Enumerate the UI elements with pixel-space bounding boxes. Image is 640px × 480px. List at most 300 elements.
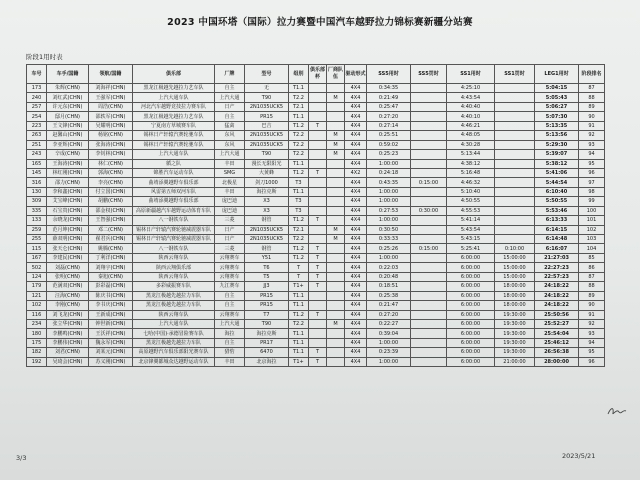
table-cell: 艾宝峰(CHN) bbox=[47, 197, 89, 206]
table-cell: 0:59:02 bbox=[367, 140, 411, 149]
stage-label: 阶段1用时表 bbox=[26, 53, 63, 61]
table-cell: 李亮(CHN) bbox=[89, 178, 133, 187]
table-cell: 0:39:04 bbox=[367, 329, 411, 338]
document-date: 2023/5/21 bbox=[562, 452, 596, 460]
table-cell: 八一钢铁车队 bbox=[133, 244, 215, 253]
table-cell: 北京海拉 bbox=[245, 357, 289, 366]
table-cell: 19:30:00 bbox=[495, 319, 535, 328]
table-cell: 李刚(CHN) bbox=[47, 301, 89, 310]
table-cell: T bbox=[309, 263, 327, 272]
table-cell: 4:50:55 bbox=[447, 197, 495, 206]
table-cell: 4X4 bbox=[345, 338, 367, 347]
table-cell: 254 bbox=[27, 112, 47, 121]
table-cell bbox=[327, 121, 345, 130]
table-cell: 99 bbox=[579, 197, 605, 206]
table-cell: 自主 bbox=[215, 338, 245, 347]
table-row bbox=[27, 131, 605, 140]
table-cell: T5 bbox=[245, 272, 289, 281]
table-cell bbox=[309, 187, 327, 196]
table-cell: 263 bbox=[27, 131, 47, 140]
table-cell: 4:40:40 bbox=[447, 102, 495, 111]
table-cell: T1.2 bbox=[289, 310, 309, 319]
table-cell: 黑龙江极越先越拉力艺车队 bbox=[133, 84, 215, 93]
table-cell: 2N1035UCK5 bbox=[245, 235, 289, 244]
table-cell bbox=[495, 159, 535, 168]
table-cell bbox=[327, 263, 345, 272]
table-cell: 4X4 bbox=[345, 263, 367, 272]
table-cell: 张天仑(CHN) bbox=[47, 244, 89, 253]
table-cell: 25:54:04 bbox=[535, 329, 579, 338]
table-cell: 6:00:00 bbox=[447, 301, 495, 310]
table-row bbox=[27, 140, 605, 149]
table-cell: T bbox=[309, 168, 327, 177]
table-cell: 0:25:23 bbox=[367, 150, 411, 159]
column-header: SS5罚时 bbox=[411, 65, 447, 84]
table-cell: 循之队 bbox=[133, 159, 215, 168]
column-header: LEG1用时 bbox=[535, 65, 579, 84]
table-cell: 316 bbox=[27, 178, 47, 187]
table-row bbox=[27, 291, 605, 300]
table-cell: T90 bbox=[245, 150, 289, 159]
table-cell: 刘海祥(CHN) bbox=[89, 84, 133, 93]
table-cell: 251 bbox=[27, 140, 47, 149]
table-cell bbox=[327, 338, 345, 347]
table-cell: 309 bbox=[27, 197, 47, 206]
table-cell bbox=[327, 84, 345, 93]
table-cell: 陕西云翔俱乐部 bbox=[133, 263, 215, 272]
table-cell: 96 bbox=[579, 168, 605, 177]
table-cell: 104 bbox=[579, 244, 605, 253]
table-cell: 丰田 bbox=[215, 357, 245, 366]
table-cell: 巴吉 bbox=[245, 121, 289, 130]
table-cell: 邵力(CHN) bbox=[47, 178, 89, 187]
table-row bbox=[27, 244, 605, 253]
table-cell: 95 bbox=[579, 159, 605, 168]
table-cell: 4:46:21 bbox=[447, 121, 495, 130]
table-cell bbox=[309, 150, 327, 159]
table-cell: 94 bbox=[579, 338, 605, 347]
table-cell: 云翔赛车 bbox=[215, 263, 245, 272]
table-cell: 4X4 bbox=[345, 310, 367, 319]
table-cell bbox=[495, 206, 535, 215]
table-cell: 锡林日产轩辕汽赛轮驰减震器车队 bbox=[133, 235, 215, 244]
table-cell: 0:22:27 bbox=[367, 319, 411, 328]
table-cell: 85 bbox=[579, 253, 605, 262]
table-cell: 18:00:00 bbox=[495, 291, 535, 300]
table-cell bbox=[411, 216, 447, 225]
table-cell: T bbox=[309, 216, 327, 225]
table-row bbox=[27, 338, 605, 347]
table-cell: 陈庆书(CHN) bbox=[89, 291, 133, 300]
table-cell: 0:15:00 bbox=[411, 178, 447, 187]
table-cell: T3 bbox=[289, 197, 309, 206]
table-cell: 猎豹 bbox=[215, 348, 245, 357]
table-cell: 4X4 bbox=[345, 178, 367, 187]
table-cell bbox=[495, 121, 535, 130]
table-cell: 陕西云翔车队 bbox=[133, 253, 215, 262]
table-cell: 4X4 bbox=[345, 159, 367, 168]
table-cell: 0:30:50 bbox=[367, 225, 411, 234]
table-cell: T1+ bbox=[289, 357, 309, 366]
table-cell: T3 bbox=[289, 178, 309, 187]
table-cell bbox=[309, 338, 327, 347]
results-table bbox=[26, 64, 605, 367]
table-cell: 4X4 bbox=[345, 319, 367, 328]
table-cell bbox=[411, 235, 447, 244]
table-cell bbox=[309, 93, 327, 102]
table-cell: 海拉克斯 bbox=[245, 329, 289, 338]
table-row bbox=[27, 310, 605, 319]
table-cell: 259 bbox=[27, 225, 47, 234]
table-cell bbox=[411, 112, 447, 121]
table-cell bbox=[411, 197, 447, 206]
table-cell: 15:00:00 bbox=[495, 263, 535, 272]
table-cell bbox=[327, 272, 345, 281]
table-cell: 林红刚(CHN) bbox=[47, 168, 89, 177]
table-cell: 28:00:00 bbox=[535, 357, 579, 366]
table-cell: 0:27:14 bbox=[367, 121, 411, 130]
table-cell: 0:24:18 bbox=[367, 168, 411, 177]
table-cell: 黑龙江极越先越拉力艺车队 bbox=[133, 112, 215, 121]
table-cell bbox=[411, 310, 447, 319]
table-cell: 93 bbox=[579, 329, 605, 338]
table-cell: 大黄蜂 bbox=[245, 168, 289, 177]
table-cell: 6:16:07 bbox=[535, 244, 579, 253]
table-cell: 上汽大通 bbox=[215, 150, 245, 159]
table-cell: 6:00:00 bbox=[447, 272, 495, 281]
column-header: 俱乐部 bbox=[133, 65, 215, 84]
table-cell: 243 bbox=[27, 150, 47, 159]
table-cell: 90 bbox=[579, 301, 605, 310]
table-cell: 翟君兵(CHN) bbox=[89, 235, 133, 244]
table-cell: 6:00:00 bbox=[447, 282, 495, 291]
table-cell: 4X4 bbox=[345, 121, 367, 130]
table-cell bbox=[411, 93, 447, 102]
table-cell: 133 bbox=[27, 216, 47, 225]
table-cell: 王海涛(CHN) bbox=[47, 159, 89, 168]
table-cell: SMG bbox=[215, 168, 245, 177]
table-row bbox=[27, 272, 605, 281]
table-cell bbox=[309, 235, 327, 244]
table-cell: T1.2 bbox=[289, 121, 309, 130]
table-cell: 海拉 bbox=[215, 329, 245, 338]
table-cell: 自主 bbox=[215, 84, 245, 93]
table-cell: 石宝贵(CHN) bbox=[47, 206, 89, 215]
table-row bbox=[27, 319, 605, 328]
table-cell: T2.2 bbox=[289, 319, 309, 328]
table-cell: 121 bbox=[27, 291, 47, 300]
table-cell: T1.1 bbox=[289, 348, 309, 357]
table-cell: T bbox=[309, 272, 327, 281]
table-cell: 167 bbox=[27, 253, 47, 262]
table-cell: 张立华(CHN) bbox=[47, 319, 89, 328]
table-cell: 2N1035UCK5 bbox=[245, 131, 289, 140]
table-cell bbox=[309, 84, 327, 93]
table-cell: T bbox=[309, 253, 327, 262]
table-cell: 上汽大通 bbox=[215, 319, 245, 328]
column-header: 组别 bbox=[289, 65, 309, 84]
table-cell bbox=[309, 159, 327, 168]
table-cell: 0:18:51 bbox=[367, 282, 411, 291]
table-cell: 猛禽 bbox=[215, 121, 245, 130]
table-cell: 96 bbox=[579, 357, 605, 366]
table-cell: PR15 bbox=[245, 112, 289, 121]
table-cell bbox=[309, 301, 327, 310]
table-cell: 5:04:15 bbox=[535, 84, 579, 93]
table-cell: 4X4 bbox=[345, 301, 367, 310]
column-header: SS5用时 bbox=[367, 65, 411, 84]
table-cell: 自主 bbox=[215, 301, 245, 310]
table-cell: 173 bbox=[27, 84, 47, 93]
table-cell: 锡林日产轩辕汽赛轮驰车队 bbox=[133, 131, 215, 140]
table-cell: 4:55:53 bbox=[447, 206, 495, 215]
table-cell: 15:00:00 bbox=[495, 253, 535, 262]
table-cell: 88 bbox=[579, 282, 605, 291]
table-cell: 175 bbox=[27, 338, 47, 347]
table-cell: 18:00:00 bbox=[495, 301, 535, 310]
table-cell: 自主 bbox=[215, 291, 245, 300]
table-cell: 九江赛车 bbox=[215, 282, 245, 291]
table-cell: 上汽大通车队 bbox=[133, 319, 215, 328]
table-cell: M bbox=[327, 150, 345, 159]
column-header: 厂商队伍 bbox=[327, 65, 345, 84]
table-cell: 21:27:03 bbox=[535, 253, 579, 262]
table-cell: T2.2 bbox=[289, 150, 309, 159]
table-cell: 22:27:23 bbox=[535, 263, 579, 272]
table-cell: 4:25:10 bbox=[447, 84, 495, 93]
table-cell: 4X4 bbox=[345, 244, 367, 253]
table-cell: 5:43:15 bbox=[447, 235, 495, 244]
table-cell: 自主 bbox=[215, 112, 245, 121]
table-cell: 李和鑫(CHN) bbox=[47, 187, 89, 196]
table-cell: 0:25:47 bbox=[367, 102, 411, 111]
table-cell: 5:13:44 bbox=[447, 150, 495, 159]
table-cell: 4X4 bbox=[345, 235, 367, 244]
table-cell: 5:41:14 bbox=[447, 216, 495, 225]
table-cell bbox=[327, 348, 345, 357]
table-cell: 6:00:00 bbox=[447, 338, 495, 347]
table-cell: M bbox=[327, 140, 345, 149]
table-cell: 4X4 bbox=[345, 131, 367, 140]
table-cell: 19:30:00 bbox=[495, 329, 535, 338]
table-cell: 2N1035UCK5 bbox=[245, 225, 289, 234]
table-cell: 李鹏伟(CHN) bbox=[47, 338, 89, 347]
table-cell: 24:18:22 bbox=[535, 282, 579, 291]
table-cell: 0:43:35 bbox=[367, 178, 411, 187]
table-cell bbox=[309, 329, 327, 338]
table-cell: 0:25:38 bbox=[367, 291, 411, 300]
table-cell: T1.1 bbox=[289, 338, 309, 347]
table-cell bbox=[411, 168, 447, 177]
table-cell: T2.1 bbox=[289, 102, 309, 111]
table-cell: 周浩(CHN) bbox=[89, 102, 133, 111]
table-body bbox=[27, 84, 605, 367]
table-cell: 5:44:54 bbox=[535, 178, 579, 187]
table-cell: 东风 bbox=[215, 140, 245, 149]
column-header: 车号 bbox=[27, 65, 47, 84]
table-cell: 89 bbox=[579, 291, 605, 300]
table-cell: 4X4 bbox=[345, 206, 367, 215]
table-cell: 邸月(CHN) bbox=[47, 112, 89, 121]
table-cell bbox=[309, 291, 327, 300]
table-cell: PR15 bbox=[245, 291, 289, 300]
column-header: 驱动形式 bbox=[345, 65, 367, 84]
table-cell: 八一钢铁车队 bbox=[133, 216, 215, 225]
table-cell: 257 bbox=[27, 102, 47, 111]
table-cell bbox=[309, 225, 327, 234]
table-cell: 姚腾(CHN) bbox=[89, 244, 133, 253]
table-cell: 0:27:20 bbox=[367, 310, 411, 319]
table-cell: 103 bbox=[579, 235, 605, 244]
table-cell: 4X4 bbox=[345, 150, 367, 159]
table-row bbox=[27, 225, 605, 234]
table-cell: T bbox=[309, 357, 327, 366]
table-cell bbox=[411, 187, 447, 196]
table-cell: 5:53:46 bbox=[535, 206, 579, 215]
table-cell: 6:10:40 bbox=[535, 187, 579, 196]
table-cell: 0:25:51 bbox=[367, 131, 411, 140]
table-cell: 陕西云翔车队 bbox=[133, 310, 215, 319]
table-cell: 124 bbox=[27, 272, 47, 281]
table-cell: 刘红武(CHN) bbox=[47, 93, 89, 102]
table-cell: X3 bbox=[245, 197, 289, 206]
table-cell bbox=[309, 178, 327, 187]
table-cell: 东风 bbox=[215, 131, 245, 140]
table-cell: 王新成(CHN) bbox=[89, 310, 133, 319]
table-cell: 陕西云翔车队 bbox=[133, 272, 215, 281]
table-row bbox=[27, 159, 605, 168]
table-cell: 钟世新(CHN) bbox=[89, 319, 133, 328]
table-cell: 4X4 bbox=[345, 102, 367, 111]
table-row bbox=[27, 348, 605, 357]
table-cell: 郭海(CHN) bbox=[89, 168, 133, 177]
table-cell: 4:43:54 bbox=[447, 93, 495, 102]
table-cell bbox=[411, 140, 447, 149]
table-cell: 21:00:00 bbox=[495, 357, 535, 366]
table-cell: 4X4 bbox=[345, 329, 367, 338]
column-header: SS1罚时 bbox=[495, 65, 535, 84]
table-cell: 范满双(CHN) bbox=[47, 282, 89, 291]
table-cell: 6:14:48 bbox=[535, 235, 579, 244]
table-cell: T90 bbox=[245, 319, 289, 328]
table-cell: 5:41:06 bbox=[535, 168, 579, 177]
table-cell: 日产 bbox=[215, 235, 245, 244]
table-cell: 240 bbox=[27, 93, 47, 102]
table-cell: 曲靖添翼越野车俱乐部 bbox=[133, 178, 215, 187]
table-cell: 锡林日产轩辕汽赛轮驰减震器车队 bbox=[133, 225, 215, 234]
table-cell: 179 bbox=[27, 282, 47, 291]
table-cell bbox=[495, 84, 535, 93]
table-cell: 0:27:53 bbox=[367, 206, 411, 215]
table-cell: 97 bbox=[579, 178, 605, 187]
table-cell: M bbox=[327, 319, 345, 328]
table-cell bbox=[327, 206, 345, 215]
table-cell: 87 bbox=[579, 84, 605, 93]
table-cell: 6:00:00 bbox=[447, 310, 495, 319]
table-cell: T1.2 bbox=[289, 216, 309, 225]
table-cell: 云翔赛车 bbox=[215, 272, 245, 281]
table-cell: 日产 bbox=[215, 102, 245, 111]
table-cell bbox=[495, 131, 535, 140]
table-cell bbox=[495, 235, 535, 244]
table-cell bbox=[327, 357, 345, 366]
table-cell: 4X4 bbox=[345, 282, 367, 291]
table-cell: 5:16:48 bbox=[447, 168, 495, 177]
table-cell: 刘磊(CHN) bbox=[47, 263, 89, 272]
table-cell: 日产 bbox=[215, 225, 245, 234]
table-cell: 李鹏鸣(CHN) bbox=[47, 329, 89, 338]
table-cell: 北京锋翼都城众达越野运动车队 bbox=[133, 357, 215, 366]
table-cell: 0:22:03 bbox=[367, 263, 411, 272]
table-cell: X3 bbox=[245, 206, 289, 215]
table-cell: 庞巴迪 bbox=[215, 197, 245, 206]
table-cell: T7 bbox=[245, 310, 289, 319]
table-cell: 三菱 bbox=[215, 244, 245, 253]
table-cell: 223 bbox=[27, 121, 47, 130]
table-cell: 风雷第五师双河车队 bbox=[133, 187, 215, 196]
table-cell: 4X4 bbox=[345, 348, 367, 357]
table-cell bbox=[411, 131, 447, 140]
table-cell: 5:38:12 bbox=[535, 159, 579, 168]
table-row bbox=[27, 84, 605, 93]
table-cell: 5:25:41 bbox=[447, 244, 495, 253]
table-cell bbox=[495, 140, 535, 149]
table-cell: M bbox=[327, 93, 345, 102]
table-cell: 26:56:38 bbox=[535, 348, 579, 357]
table-cell: 0:27:20 bbox=[367, 112, 411, 121]
table-row bbox=[27, 301, 605, 310]
table-cell: 91 bbox=[579, 121, 605, 130]
table-row bbox=[27, 121, 605, 130]
table-cell: 4X4 bbox=[345, 291, 367, 300]
table-cell bbox=[495, 178, 535, 187]
table-cell: 94 bbox=[579, 150, 605, 159]
table-cell: T1.2 bbox=[289, 244, 309, 253]
table-cell: 苏义刚(CHN) bbox=[89, 357, 133, 366]
table-cell bbox=[411, 121, 447, 130]
table-cell: 4X4 bbox=[345, 84, 367, 93]
table-cell: 李书庆(CHN) bbox=[89, 301, 133, 310]
table-row bbox=[27, 253, 605, 262]
table-cell: 18:00:00 bbox=[495, 282, 535, 291]
table-cell: 范月坤(CHN) bbox=[47, 225, 89, 234]
table-cell bbox=[327, 253, 345, 262]
table-cell: 102 bbox=[27, 301, 47, 310]
table-cell bbox=[411, 272, 447, 281]
table-cell: 余晓龙(CHN) bbox=[47, 216, 89, 225]
table-cell: 4:40:10 bbox=[447, 112, 495, 121]
table-cell bbox=[411, 150, 447, 159]
table-cell: 七哈(中国)·承德冒险赛车队 bbox=[133, 329, 215, 338]
document-title: 2023 中国环塔（国际）拉力赛暨中国汽车越野拉力锦标赛新疆分站赛 bbox=[167, 17, 473, 28]
table-cell: 李钊林(CHN) bbox=[89, 150, 133, 159]
table-cell: 海拉克斯 bbox=[245, 187, 289, 196]
table-cell bbox=[495, 216, 535, 225]
table-cell: 5:43:54 bbox=[447, 225, 495, 234]
table-cell: 三菱 bbox=[215, 216, 245, 225]
table-cell: 502 bbox=[27, 263, 47, 272]
table-cell: 5:13:56 bbox=[535, 131, 579, 140]
table-cell: PR17 bbox=[245, 338, 289, 347]
table-cell: T bbox=[289, 263, 309, 272]
table-cell: T90 bbox=[245, 93, 289, 102]
table-cell: 王沃祥(CHN) bbox=[89, 329, 133, 338]
table-cell: 234 bbox=[27, 319, 47, 328]
table-cell: 黑龙江极越先越拉力车队 bbox=[133, 338, 215, 347]
column-header: 厂牌 bbox=[215, 65, 245, 84]
table-cell: 王智强(CHN) bbox=[89, 216, 133, 225]
table-cell: 锦胜汽车运动车队 bbox=[133, 168, 215, 177]
